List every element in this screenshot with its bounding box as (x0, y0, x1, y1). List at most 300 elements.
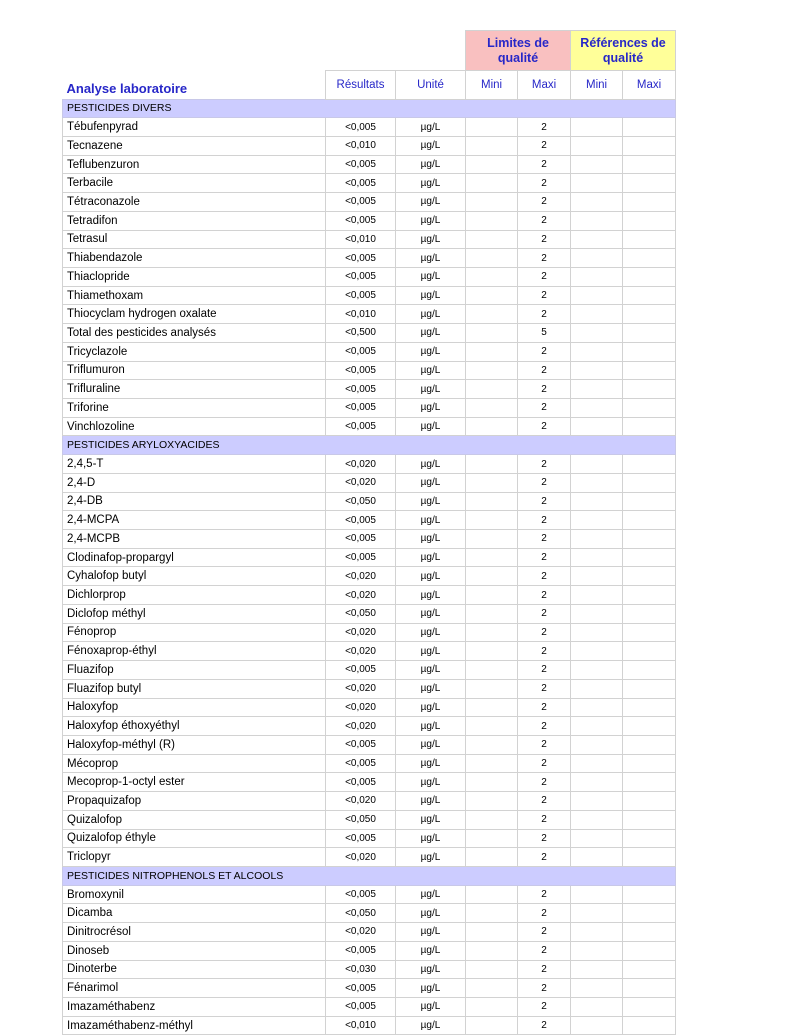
result-value: <0,005 (326, 361, 396, 380)
unit-value: µg/L (396, 661, 466, 680)
parameter-name: Teflubenzuron (63, 155, 326, 174)
unit-value: µg/L (396, 267, 466, 286)
unit-value: µg/L (396, 118, 466, 137)
limit-min-value (466, 286, 518, 305)
ref-max-value (623, 885, 676, 904)
limit-min-value (466, 998, 518, 1017)
ref-min-value (571, 642, 623, 661)
limit-max-value: 2 (518, 267, 571, 286)
parameter-name: Cyhalofop butyl (63, 567, 326, 586)
table-row (63, 623, 676, 642)
unit-value: µg/L (396, 623, 466, 642)
ref-max-value (623, 810, 676, 829)
limit-max-value: 2 (518, 735, 571, 754)
ref-max-value (623, 642, 676, 661)
ref-max-value (623, 155, 676, 174)
limit-min-value (466, 923, 518, 942)
ref-max-value (623, 174, 676, 193)
table-row (63, 380, 676, 399)
parameter-name: Terbacile (63, 174, 326, 193)
ref-min-value (571, 735, 623, 754)
unit-value: µg/L (396, 792, 466, 811)
parameter-name: Mecoprop-1-octyl ester (63, 773, 326, 792)
ref-min-value (571, 604, 623, 623)
limit-max-value: 2 (518, 380, 571, 399)
limit-max-value: 2 (518, 679, 571, 698)
table-row (63, 193, 676, 212)
section-header-row (63, 99, 676, 118)
result-value: <0,020 (326, 792, 396, 811)
ref-max-value (623, 399, 676, 418)
ref-min-value (571, 960, 623, 979)
table-row (63, 136, 676, 155)
parameter-name: 2,4-MCPB (63, 530, 326, 549)
parameter-name: Fluazifop butyl (63, 679, 326, 698)
unit-value: µg/L (396, 361, 466, 380)
limit-max-value: 2 (518, 230, 571, 249)
unit-value: µg/L (396, 492, 466, 511)
table-row (63, 698, 676, 717)
result-value: <0,010 (326, 136, 396, 155)
ref-min-value (571, 174, 623, 193)
unit-value: µg/L (396, 193, 466, 212)
result-value: <0,020 (326, 679, 396, 698)
ref-min-value (571, 623, 623, 642)
ref-min-value (571, 698, 623, 717)
limit-min-value (466, 1016, 518, 1035)
limit-max-value: 2 (518, 530, 571, 549)
limit-min-value (466, 118, 518, 137)
ref-min-value (571, 473, 623, 492)
table-row (63, 530, 676, 549)
limit-max-value: 2 (518, 885, 571, 904)
result-value: <0,005 (326, 380, 396, 399)
limit-max-value: 2 (518, 586, 571, 605)
limit-max-value: 2 (518, 810, 571, 829)
section-title: PESTICIDES DIVERS (63, 99, 676, 118)
parameter-name: Thiabendazole (63, 249, 326, 268)
ref-max-value (623, 698, 676, 717)
table-row (63, 286, 676, 305)
ref-min-value (571, 118, 623, 137)
ref-min-value (571, 380, 623, 399)
result-value: <0,500 (326, 324, 396, 343)
unit-value: µg/L (396, 848, 466, 867)
limit-min-value (466, 679, 518, 698)
limit-min-value (466, 530, 518, 549)
parameter-name: Haloxyfop éthoxyéthyl (63, 717, 326, 736)
result-value: <0,010 (326, 305, 396, 324)
ref-min-value (571, 754, 623, 773)
unit-value: µg/L (396, 530, 466, 549)
limit-max-value: 2 (518, 904, 571, 923)
result-value: <0,020 (326, 455, 396, 474)
unit-value: µg/L (396, 642, 466, 661)
ref-max-value (623, 754, 676, 773)
result-value: <0,010 (326, 230, 396, 249)
parameter-name: Tetrasul (63, 230, 326, 249)
ref-max-value (623, 679, 676, 698)
table-row (63, 361, 676, 380)
limit-min-value (466, 473, 518, 492)
table-row (63, 717, 676, 736)
result-value: <0,005 (326, 399, 396, 418)
ref-min-value (571, 679, 623, 698)
unit-value: µg/L (396, 810, 466, 829)
ref-min-value (571, 717, 623, 736)
limit-max-value: 2 (518, 492, 571, 511)
result-value: <0,005 (326, 286, 396, 305)
parameter-name: Fluazifop (63, 661, 326, 680)
result-value: <0,005 (326, 998, 396, 1017)
limit-min-value (466, 773, 518, 792)
limit-max-value: 2 (518, 923, 571, 942)
limit-min-value (466, 623, 518, 642)
limit-min-value (466, 548, 518, 567)
parameter-name: Imazaméthabenz (63, 998, 326, 1017)
ref-max-value (623, 792, 676, 811)
table-row (63, 492, 676, 511)
limit-max-value: 2 (518, 1016, 571, 1035)
unit-value: µg/L (396, 230, 466, 249)
parameter-name: Propaquizafop (63, 792, 326, 811)
limit-max-value: 2 (518, 698, 571, 717)
result-value: <0,020 (326, 642, 396, 661)
ref-min-value (571, 286, 623, 305)
limit-max-value: 2 (518, 941, 571, 960)
ref-min-value (571, 492, 623, 511)
section-header-row (63, 436, 676, 455)
unit-value: µg/L (396, 698, 466, 717)
unit-value: µg/L (396, 586, 466, 605)
ref-max-value (623, 249, 676, 268)
ref-min-value (571, 941, 623, 960)
ref-min-value (571, 399, 623, 418)
result-value: <0,020 (326, 717, 396, 736)
ref-min-value (571, 530, 623, 549)
header-row-columns (63, 71, 676, 100)
table-row (63, 773, 676, 792)
limit-max-value: 2 (518, 211, 571, 230)
parameter-name: 2,4-DB (63, 492, 326, 511)
result-value: <0,005 (326, 548, 396, 567)
limit-max-value: 2 (518, 998, 571, 1017)
ref-max-value (623, 829, 676, 848)
table-row (63, 511, 676, 530)
ref-max-value (623, 193, 676, 212)
result-value: <0,050 (326, 810, 396, 829)
limit-max-value: 2 (518, 754, 571, 773)
ref-max-value (623, 530, 676, 549)
result-value: <0,005 (326, 267, 396, 286)
table-row (63, 923, 676, 942)
limit-max-value: 2 (518, 848, 571, 867)
ref-max-value (623, 661, 676, 680)
ref-min-value (571, 998, 623, 1017)
ref-max-value (623, 305, 676, 324)
limit-max-value: 2 (518, 249, 571, 268)
ref-max-value (623, 1016, 676, 1035)
unit-value: µg/L (396, 717, 466, 736)
table-row (63, 941, 676, 960)
parameter-name: Tecnazene (63, 136, 326, 155)
limit-min-value (466, 960, 518, 979)
limit-min-value (466, 735, 518, 754)
result-value: <0,005 (326, 511, 396, 530)
parameter-name: Tetradifon (63, 211, 326, 230)
table-row (63, 810, 676, 829)
ref-max-value (623, 342, 676, 361)
parameter-name: Mécoprop (63, 754, 326, 773)
section-header-row (63, 866, 676, 885)
limit-max-value: 2 (518, 642, 571, 661)
parameter-name: Triflumuron (63, 361, 326, 380)
parameter-name: Dicamba (63, 904, 326, 923)
table-row (63, 455, 676, 474)
result-value: <0,005 (326, 941, 396, 960)
ref-max-value (623, 380, 676, 399)
ref-min-value (571, 193, 623, 212)
unit-value: µg/L (396, 324, 466, 343)
limit-max-value: 2 (518, 305, 571, 324)
result-value: <0,005 (326, 249, 396, 268)
unit-value: µg/L (396, 923, 466, 942)
result-value: <0,030 (326, 960, 396, 979)
result-value: <0,050 (326, 904, 396, 923)
results-column-header: Résultats (326, 71, 396, 100)
unit-value: µg/L (396, 249, 466, 268)
limit-max-value: 2 (518, 960, 571, 979)
parameter-name: Thiocyclam hydrogen oxalate (63, 305, 326, 324)
parameter-name: 2,4-MCPA (63, 511, 326, 530)
limit-max-value: 2 (518, 604, 571, 623)
unit-value: µg/L (396, 342, 466, 361)
table-row (63, 960, 676, 979)
limit-min-value (466, 567, 518, 586)
table-row (63, 155, 676, 174)
parameter-name: Triforine (63, 399, 326, 418)
limit-max-value: 2 (518, 193, 571, 212)
limit-min-value (466, 810, 518, 829)
section-title: PESTICIDES NITROPHENOLS ET ALCOOLS (63, 866, 676, 885)
ref-min-value (571, 979, 623, 998)
limit-min-value (466, 642, 518, 661)
result-value: <0,005 (326, 193, 396, 212)
result-value: <0,005 (326, 174, 396, 193)
ref-max-value (623, 567, 676, 586)
table-row (63, 679, 676, 698)
header-spacer (63, 31, 466, 71)
parameter-name: Imazaméthabenz-méthyl (63, 1016, 326, 1035)
parameter-name: Quizalofop éthyle (63, 829, 326, 848)
unit-value: µg/L (396, 735, 466, 754)
ref-max-value (623, 735, 676, 754)
ref-min-value (571, 305, 623, 324)
ref-max-value (623, 717, 676, 736)
result-value: <0,005 (326, 661, 396, 680)
quality-limits-header: Limites de qualité (466, 31, 571, 71)
result-value: <0,050 (326, 604, 396, 623)
ref-max-value (623, 604, 676, 623)
result-value: <0,020 (326, 848, 396, 867)
table-row (63, 249, 676, 268)
limits-min-column-header: Mini (466, 71, 518, 100)
parameter-name: Clodinafop-propargyl (63, 548, 326, 567)
refs-max-column-header: Maxi (623, 71, 676, 100)
result-value: <0,020 (326, 623, 396, 642)
ref-min-value (571, 548, 623, 567)
ref-min-value (571, 923, 623, 942)
parameter-name: Tricyclazole (63, 342, 326, 361)
parameter-name: Dinoterbe (63, 960, 326, 979)
table-row (63, 174, 676, 193)
limit-min-value (466, 455, 518, 474)
limit-min-value (466, 848, 518, 867)
results-sheet (62, 30, 675, 1035)
table-row (63, 473, 676, 492)
table-row (63, 230, 676, 249)
parameter-name: Quizalofop (63, 810, 326, 829)
result-value: <0,005 (326, 530, 396, 549)
ref-max-value (623, 230, 676, 249)
limit-min-value (466, 305, 518, 324)
unit-value: µg/L (396, 567, 466, 586)
ref-max-value (623, 979, 676, 998)
limit-max-value: 2 (518, 136, 571, 155)
ref-min-value (571, 455, 623, 474)
ref-max-value (623, 848, 676, 867)
ref-min-value (571, 230, 623, 249)
limit-max-value: 2 (518, 717, 571, 736)
limit-min-value (466, 661, 518, 680)
ref-max-value (623, 941, 676, 960)
result-value: <0,020 (326, 698, 396, 717)
ref-min-value (571, 810, 623, 829)
analysis-table (62, 30, 676, 1035)
ref-min-value (571, 155, 623, 174)
unit-value: µg/L (396, 773, 466, 792)
limit-min-value (466, 211, 518, 230)
unit-value: µg/L (396, 960, 466, 979)
table-row (63, 267, 676, 286)
table-row (63, 567, 676, 586)
parameter-name: Vinchlozoline (63, 417, 326, 436)
ref-max-value (623, 324, 676, 343)
limit-max-value: 2 (518, 623, 571, 642)
ref-max-value (623, 586, 676, 605)
table-row (63, 979, 676, 998)
limit-max-value: 2 (518, 661, 571, 680)
unit-value: µg/L (396, 399, 466, 418)
unit-value: µg/L (396, 455, 466, 474)
limit-max-value: 2 (518, 473, 571, 492)
limit-min-value (466, 380, 518, 399)
ref-min-value (571, 361, 623, 380)
limit-max-value: 2 (518, 455, 571, 474)
unit-value: µg/L (396, 211, 466, 230)
limits-max-column-header: Maxi (518, 71, 571, 100)
table-row (63, 642, 676, 661)
limit-max-value: 2 (518, 548, 571, 567)
limit-min-value (466, 979, 518, 998)
result-value: <0,005 (326, 885, 396, 904)
ref-max-value (623, 998, 676, 1017)
limit-min-value (466, 792, 518, 811)
limit-max-value: 2 (518, 155, 571, 174)
unit-value: µg/L (396, 155, 466, 174)
parameter-name: 2,4,5-T (63, 455, 326, 474)
table-row (63, 417, 676, 436)
limit-min-value (466, 941, 518, 960)
refs-min-column-header: Mini (571, 71, 623, 100)
ref-max-value (623, 361, 676, 380)
unit-value: µg/L (396, 548, 466, 567)
ref-min-value (571, 511, 623, 530)
limit-min-value (466, 492, 518, 511)
ref-max-value (623, 548, 676, 567)
limit-min-value (466, 155, 518, 174)
limit-min-value (466, 361, 518, 380)
section-title: PESTICIDES ARYLOXYACIDES (63, 436, 676, 455)
limit-min-value (466, 904, 518, 923)
result-value: <0,010 (326, 1016, 396, 1035)
limit-max-value: 2 (518, 174, 571, 193)
unit-value: µg/L (396, 754, 466, 773)
ref-min-value (571, 661, 623, 680)
parameter-name: Triclopyr (63, 848, 326, 867)
parameter-name: Thiaclopride (63, 267, 326, 286)
limit-min-value (466, 230, 518, 249)
analysis-title: Analyse laboratoire (66, 80, 188, 96)
result-value: <0,050 (326, 492, 396, 511)
ref-max-value (623, 136, 676, 155)
ref-min-value (571, 249, 623, 268)
table-row (63, 399, 676, 418)
table-row (63, 211, 676, 230)
ref-min-value (571, 773, 623, 792)
table-row (63, 792, 676, 811)
unit-value: µg/L (396, 511, 466, 530)
unit-value: µg/L (396, 417, 466, 436)
table-row (63, 586, 676, 605)
limit-max-value: 2 (518, 511, 571, 530)
result-value: <0,005 (326, 211, 396, 230)
limit-min-value (466, 342, 518, 361)
table-row (63, 1016, 676, 1035)
table-row (63, 998, 676, 1017)
parameter-name: Haloxyfop-méthyl (R) (63, 735, 326, 754)
table-row (63, 885, 676, 904)
quality-references-header: Références de qualité (571, 31, 676, 71)
parameter-name: Fénoprop (63, 623, 326, 642)
table-row (63, 324, 676, 343)
result-value: <0,005 (326, 735, 396, 754)
result-value: <0,005 (326, 417, 396, 436)
limit-min-value (466, 754, 518, 773)
ref-max-value (623, 492, 676, 511)
limit-min-value (466, 511, 518, 530)
table-row (63, 118, 676, 137)
limit-max-value: 5 (518, 324, 571, 343)
result-value: <0,005 (326, 773, 396, 792)
table-row (63, 754, 676, 773)
result-value: <0,005 (326, 155, 396, 174)
parameter-name: Tébufenpyrad (63, 118, 326, 137)
parameter-name: Dichlorprop (63, 586, 326, 605)
parameter-name: Trifluraline (63, 380, 326, 399)
limit-min-value (466, 885, 518, 904)
ref-min-value (571, 792, 623, 811)
